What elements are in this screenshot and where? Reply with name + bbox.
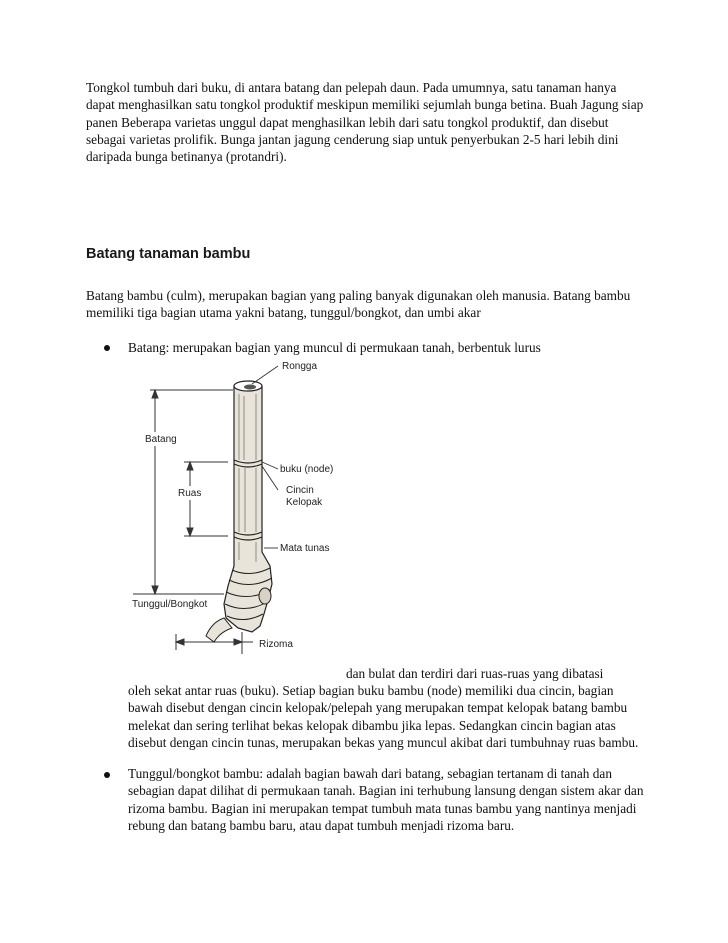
bullet-marker	[104, 772, 110, 778]
label-ruas: Ruas	[178, 488, 202, 499]
paragraph-batang-bambu: Batang bambu (culm), merupakan bagian yang paling banyak digunakan oleh manusia. Batang bambu memiliki tiga bagian utama yakni batang, tunggul/bongkot, dan umbi akar	[86, 288, 631, 321]
bamboo-diagram	[128, 356, 358, 670]
label-batang: Batang	[145, 434, 177, 445]
bullet-batang-lead: Batang: merupakan bagian yang muncul di permukaan tanah, berbentuk lurus	[128, 340, 541, 355]
bamboo-culm	[206, 381, 272, 642]
bullet-batang-rest: oleh sekat antar ruas (buku). Setiap bagian buku bambu (node) memiliki dua cincin, bagian bawah disebut dengan cincin kelopak/pelepah yang merupakan tempat kelopak batang bambu melekat dan sering terlihat bekas kelopak dibambu jika lepas. Sedangkan cincin bagian atas disebut dengan cincin tunas, merupakan bekas yang muncul akibat dari tumbuhnay ruas bambu.	[128, 683, 639, 750]
paragraph-jagung: Tongkol tumbuh dari buku, di antara batang dan pelepah daun. Pada umumnya, satu tanaman hanya dapat menghasilkan satu tongkol produktif meskipun memiliki sejumlah bunga betina. Buah Jagung siap panen Beberapa varietas unggul dapat menghasilkan lebih dari satu tongkol produktif, dan disebut sebagai varietas prolifik. Bunga jantan jagung cenderung siap untuk penyerbukan 2-5 hari lebih dini daripada bunga betinanya (protandri).	[86, 80, 644, 165]
bullet-batang-continuation: dan bulat dan terdiri dari ruas-ruas yang dibatasi	[346, 666, 604, 681]
label-rizoma: Rizoma	[259, 639, 293, 650]
label-mata-tunas: Mata tunas	[280, 543, 330, 554]
label-kelopak: Kelopak	[286, 497, 323, 508]
label-tunggul: Tunggul/Bongkot	[132, 599, 208, 610]
label-buku: buku (node)	[280, 464, 334, 475]
label-rongga: Rongga	[282, 361, 318, 372]
label-cincin: Cincin	[286, 485, 314, 496]
bullet-tunggul: Tunggul/bongkot bambu: adalah bagian bawah dari batang, sebagian tertanam di tanah dan sebagian dapat dilihat di permukaan tanah. Bagian ini terhubung lansung dengan sistem akar dan rizoma bambu. Bagian ini merupakan tempat tumbuh mata tunas bambu yang nantinya menjadi rebung dan batang bambu baru, atau dapat tumbuh menjadi rizoma baru.	[128, 766, 644, 833]
section-heading: Batang tanaman bambu	[86, 246, 251, 262]
bullet-marker	[104, 345, 110, 351]
